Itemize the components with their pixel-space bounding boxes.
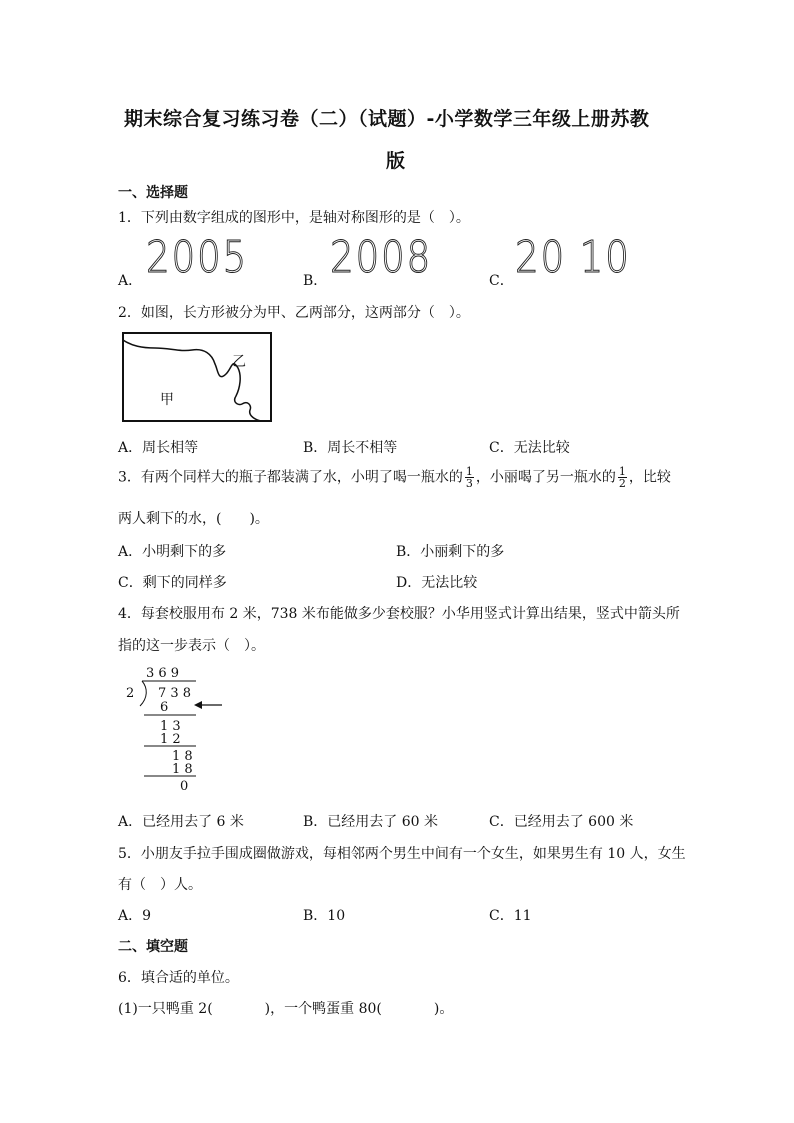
division-step-5: 1 8: [172, 762, 193, 777]
q3-option-b: B．小丽剩下的多: [396, 544, 505, 560]
section-heading-choice: 一、选择题: [118, 185, 188, 201]
page-title-line2: 版: [386, 150, 406, 172]
rectangle-split-figure: [120, 330, 280, 424]
q3-option-a: A．小明剩下的多: [118, 544, 227, 560]
q4-option-a: A．已经用去了 6 米: [118, 814, 244, 830]
q2-option-a: A．周长相等: [118, 440, 199, 456]
question-3-line1: [118, 466, 671, 489]
fraction-2-numerator: 1: [618, 465, 626, 478]
q6-sub1-part-b: )，一个鸭蛋重 80(: [264, 1001, 382, 1017]
page-title: 期末综合复习练习卷（二）（试题）-小学数学三年级上册苏教: [124, 108, 650, 130]
fraction-1-denominator: 3: [465, 477, 473, 490]
division-remainder: 0: [180, 779, 189, 794]
q6-sub1-part-c: )。: [433, 1001, 454, 1017]
q5-option-c: C．11: [489, 908, 532, 924]
q4-option-c: C．已经用去了 600 米: [489, 814, 634, 830]
q6-sub1-part-a: (1)一只鸭重 2(: [118, 1001, 213, 1017]
region-a-label: 甲: [160, 392, 174, 408]
question-6-text: 6．填合适的单位。: [118, 970, 239, 986]
q1-option-c-figure: 20 10: [515, 232, 631, 283]
question-4-line1: 4．每套校服用布 2 米，738 米布能做多少套校服？小华用竖式计算出结果，竖式中箭头所: [118, 606, 680, 622]
fraction-one-half: [618, 466, 627, 489]
q5-option-a: A．9: [118, 908, 152, 924]
q1-option-b-label: B．: [303, 273, 328, 289]
division-dividend: 7 3 8: [158, 686, 192, 701]
long-division-figure: [118, 660, 238, 796]
q1-option-c-label: C．: [489, 273, 514, 289]
question-3-line2: 两人剩下的水，( )。: [118, 511, 269, 527]
division-step-4: 1 8: [172, 749, 193, 764]
q4-option-b: B．已经用去了 60 米: [303, 814, 439, 830]
region-b-label: 乙: [232, 354, 246, 370]
q1-option-a-figure: 2005: [146, 232, 248, 283]
question-4-line2: 指的这一步表示（ ）。: [118, 638, 265, 654]
division-quotient: 3 6 9: [146, 666, 180, 681]
question-6-sub1: [118, 998, 453, 1018]
division-step-1: 6: [160, 700, 169, 715]
q2-option-b: B．周长不相等: [303, 440, 398, 456]
q3-text-a: 3．有两个同样大的瓶子都装满了水，小明了喝一瓶水的: [118, 469, 463, 486]
division-divisor: 2: [126, 686, 135, 701]
division-step-2: 1 3: [160, 719, 181, 734]
fraction-1-numerator: 1: [465, 465, 473, 478]
division-step-3: 1 2: [160, 732, 181, 747]
q1-option-a-label: A．: [118, 273, 143, 289]
question-2-text: 2．如图，长方形被分为甲、乙两部分，这两部分（ ）。: [118, 305, 470, 321]
fraction-2-denominator: 2: [618, 477, 626, 490]
left-arrow-icon: [194, 701, 202, 709]
section-heading-fill: 二、填空题: [118, 939, 188, 955]
q5-option-b: B．10: [303, 908, 346, 924]
q1-option-b-figure: 2008: [330, 232, 432, 283]
question-1-text: 1．下列由数字组成的图形中，是轴对称图形的是（ ）。: [118, 210, 470, 226]
q3-text-c: ，比较: [628, 469, 671, 486]
fraction-one-third: [465, 466, 474, 489]
question-5-line2: 有（ ）人。: [118, 877, 202, 893]
q3-option-c: C．剩下的同样多: [118, 575, 227, 591]
question-5-line1: 5．小朋友手拉手围成圈做游戏，每相邻两个男生中间有一个女生，如果男生有 10 人，女生: [118, 846, 686, 862]
q2-option-c: C．无法比较: [489, 440, 570, 456]
q3-text-b: ，小丽喝了另一瓶水的: [475, 469, 616, 486]
q3-option-d: D．无法比较: [396, 575, 478, 591]
